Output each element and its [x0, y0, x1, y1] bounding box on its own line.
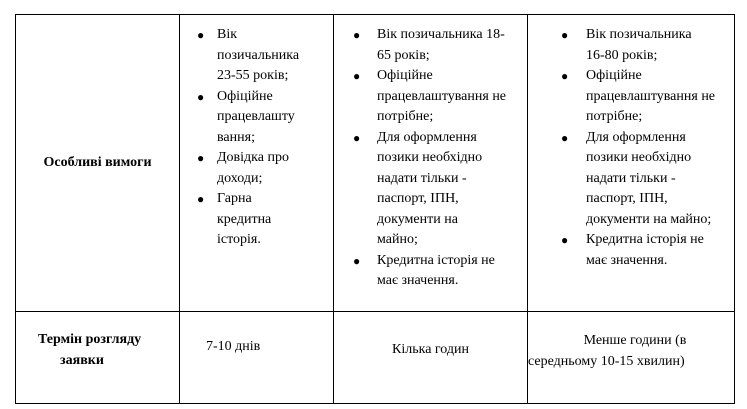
- bullet-icon: ●: [197, 192, 205, 206]
- col2-item-text: Довідка про доходи;: [217, 150, 289, 186]
- col4-item-text: Кредитна історія не має значення.: [586, 232, 704, 268]
- col4-item-1: [528, 25, 706, 66]
- col4-requirements-cell: [528, 15, 735, 312]
- bullet-icon: ●: [197, 89, 205, 104]
- review-term-label-line2: заявки: [60, 352, 104, 368]
- review-term-label-line1: Термін розгляду: [38, 332, 142, 347]
- table-row-review-term: [16, 312, 735, 404]
- bullet-icon: ●: [561, 233, 569, 247]
- bullet-icon: ●: [197, 28, 205, 42]
- col3-item-3: [334, 128, 489, 251]
- bullet-icon: ●: [561, 69, 569, 83]
- col3-term-value: Кілька годин: [392, 342, 469, 358]
- col3-item-text: Офіційне працевлаштування не потрібне;: [377, 68, 507, 124]
- col4-item-text: Вік позичальника 16-80 років;: [586, 27, 692, 63]
- special-requirements-label: Особливі вимоги: [16, 15, 180, 312]
- col4-term-value-line2: середньому 10-15 хвилин): [528, 353, 685, 369]
- bullet-icon: ●: [353, 28, 361, 42]
- col4-item-2: [528, 66, 726, 128]
- col2-item-text: Вік позичальника 23-55 років;: [217, 27, 300, 83]
- col2-item-text: Гарна кредитна історія.: [217, 191, 272, 247]
- bullet-icon: ●: [561, 130, 569, 145]
- col2-item-3: [180, 148, 302, 189]
- col3-item-2: [334, 66, 507, 128]
- col4-term-value-line1: Менше години (в: [583, 332, 687, 348]
- bullet-icon: ●: [561, 28, 569, 42]
- col4-item-3: [528, 128, 726, 231]
- col3-item-4: [334, 251, 512, 292]
- col4-term-cell: [528, 312, 735, 404]
- col4-item-text: Для оформлення позики необхідно надати тільки - паспорт, ІПН, документи на майно;: [586, 129, 712, 227]
- review-term-label: [16, 312, 180, 404]
- bullet-icon: ●: [353, 253, 361, 268]
- col2-requirements-cell: [180, 15, 334, 312]
- col3-term-cell: [334, 312, 528, 404]
- col4-item-text: Офіційне працевлаштування не потрібне;: [586, 68, 716, 124]
- col2-item-text: Офіційне працевлашту вання;: [217, 88, 295, 145]
- col2-item-2: [180, 87, 305, 149]
- col2-term-cell: [180, 312, 334, 404]
- col3-item-text: Вік позичальника 18-65 років;: [377, 27, 505, 63]
- col3-item-text: Кредитна історія не має значення.: [377, 252, 495, 288]
- col2-item-1: [180, 25, 300, 87]
- col4-item-4: [528, 230, 721, 271]
- table-row-special-requirements: [16, 15, 735, 312]
- bullet-icon: ●: [197, 151, 205, 165]
- bullet-icon: ●: [353, 130, 361, 145]
- col2-term-value: 7-10 днів: [206, 339, 261, 355]
- col3-requirements-cell: [334, 15, 528, 312]
- col3-item-text: Для оформлення позики необхідно надати тільки - паспорт, ІПН, документи на майно;: [377, 129, 483, 247]
- col2-item-4: [180, 189, 287, 251]
- col3-item-1: [334, 25, 509, 66]
- comparison-table: [15, 14, 735, 404]
- bullet-icon: ●: [353, 69, 361, 83]
